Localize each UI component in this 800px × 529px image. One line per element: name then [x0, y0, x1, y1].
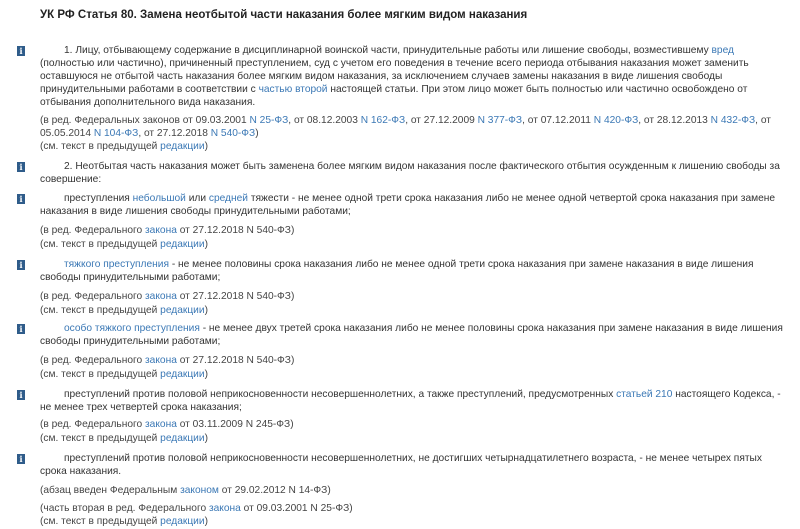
info-icon[interactable]: i — [17, 324, 25, 334]
info-icon[interactable]: i — [17, 390, 25, 400]
law-link[interactable]: N 432-ФЗ — [710, 115, 756, 126]
law-link[interactable]: закона — [145, 291, 177, 302]
previous-edition-link[interactable]: редакции — [160, 305, 205, 316]
law-link[interactable]: закона — [145, 225, 177, 236]
law-link[interactable]: N 540-ФЗ — [210, 128, 256, 139]
previous-edition-link[interactable]: редакции — [160, 369, 205, 380]
law-link[interactable]: N 25-ФЗ — [249, 115, 289, 126]
previous-edition-link[interactable]: редакции — [160, 433, 205, 444]
info-icon[interactable]: i — [17, 46, 25, 56]
law-link[interactable]: N 162-ФЗ — [360, 115, 406, 126]
law-link[interactable]: закона — [145, 355, 177, 366]
previous-edition-link[interactable]: редакции — [160, 141, 205, 152]
previous-edition-link[interactable]: редакции — [160, 239, 205, 250]
info-icon[interactable]: i — [17, 194, 25, 204]
info-icon[interactable]: i — [17, 162, 25, 172]
previous-edition-link[interactable]: редакции — [160, 516, 205, 527]
link-part-two[interactable]: частью второй — [258, 84, 328, 95]
link-especially-grave-crime[interactable]: особо тяжкого преступления — [64, 323, 200, 334]
link-vred[interactable]: вред — [711, 45, 734, 56]
law-link[interactable]: N 420-ФЗ — [593, 115, 639, 126]
link-article-210[interactable]: статьей 210 — [616, 389, 673, 400]
law-link[interactable]: закона — [208, 503, 241, 514]
info-icon[interactable]: i — [17, 260, 25, 270]
page-title: УК РФ Статья 80. Замена неотбытой части наказания более мягким видом наказания — [40, 9, 528, 21]
link-medium-gravity[interactable]: средней — [208, 193, 248, 204]
info-icon[interactable]: i — [17, 454, 25, 464]
law-link[interactable]: законом — [180, 485, 219, 496]
link-small-gravity[interactable]: небольшой — [132, 193, 186, 204]
law-link[interactable]: N 377-ФЗ — [477, 115, 523, 126]
law-link[interactable]: закона — [145, 419, 177, 430]
law-link[interactable]: N 104-ФЗ — [93, 128, 139, 139]
link-grave-crime[interactable]: тяжкого преступления — [64, 259, 169, 270]
